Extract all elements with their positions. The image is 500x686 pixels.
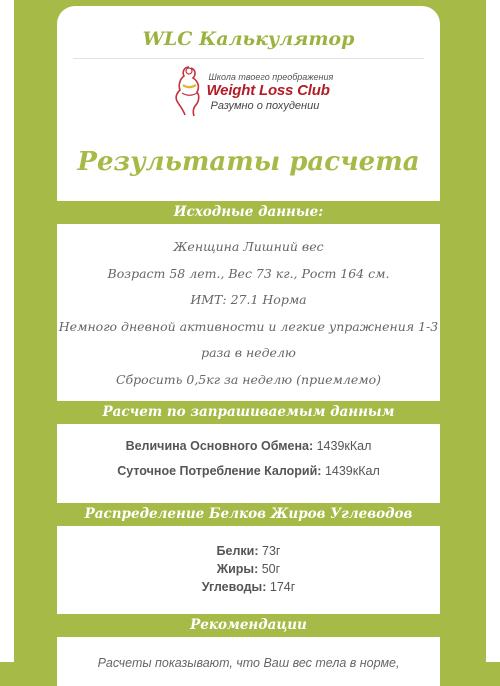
carbs-row bbox=[57, 578, 440, 596]
left-margin-strip bbox=[0, 0, 14, 662]
recommendation-text: Расчеты показывают, что Ваш вес тела в норме, bbox=[97, 656, 400, 670]
section-header-macros: Распределение Белков Жиров Углеводов bbox=[57, 503, 440, 526]
title-divider bbox=[73, 58, 424, 59]
results-card bbox=[57, 6, 440, 686]
protein-value: 73г bbox=[262, 544, 281, 558]
fat-label: Жиры: bbox=[216, 562, 259, 576]
protein-label: Белки: bbox=[216, 544, 259, 558]
bmr-value: 1439кКал bbox=[316, 439, 372, 453]
weight-loss-club-logo bbox=[169, 63, 334, 117]
input-activity-line: Немного дневной активности и легкие упражнения 1-3 bbox=[58, 318, 439, 334]
protein-row bbox=[57, 542, 440, 560]
macros-block bbox=[57, 526, 440, 610]
logo-brand-name: Weight Loss Club bbox=[206, 82, 330, 99]
input-gender-line: Женщина Лишний вес bbox=[173, 239, 324, 254]
section-header-calc: Расчет по запрашиваемым данным bbox=[57, 401, 440, 424]
logo-slogan: Разумно о похудении bbox=[210, 100, 320, 112]
carbs-label: Углеводы: bbox=[201, 580, 267, 594]
section-header-input: Исходные данные: bbox=[57, 201, 440, 224]
input-bmi-line: ИМТ: 27.1 Норма bbox=[190, 292, 307, 307]
input-data-block bbox=[57, 224, 440, 393]
fat-value: 50г bbox=[261, 562, 281, 576]
page-title: Результаты расчета bbox=[77, 147, 420, 177]
input-goal-line: Сбросить 0,5кг за неделю (приемлемо) bbox=[115, 371, 382, 387]
logo-tagline: Школа твоего преображения bbox=[208, 72, 334, 82]
right-margin-strip bbox=[486, 0, 500, 662]
input-activity-line-cont: раза в неделю bbox=[201, 345, 296, 360]
bmr-row bbox=[57, 434, 440, 459]
daily-calories-value: 1439кКал bbox=[324, 464, 380, 478]
daily-calories-row bbox=[57, 459, 440, 484]
app-title: WLC Калькулятор bbox=[142, 28, 355, 50]
carbs-value: 174г bbox=[269, 580, 296, 594]
section-header-recommendations: Рекомендации bbox=[57, 614, 440, 637]
daily-calories-label: Суточное Потребление Калорий: bbox=[117, 464, 322, 478]
bmr-label: Величина Основного Обмена: bbox=[125, 439, 314, 453]
calc-results-block bbox=[57, 424, 440, 497]
figure-silhouette-icon bbox=[169, 63, 209, 117]
input-age-weight-height-line: Возраст 58 лет., Вес 73 кг., Рост 164 см. bbox=[107, 265, 390, 281]
fat-row bbox=[57, 560, 440, 578]
